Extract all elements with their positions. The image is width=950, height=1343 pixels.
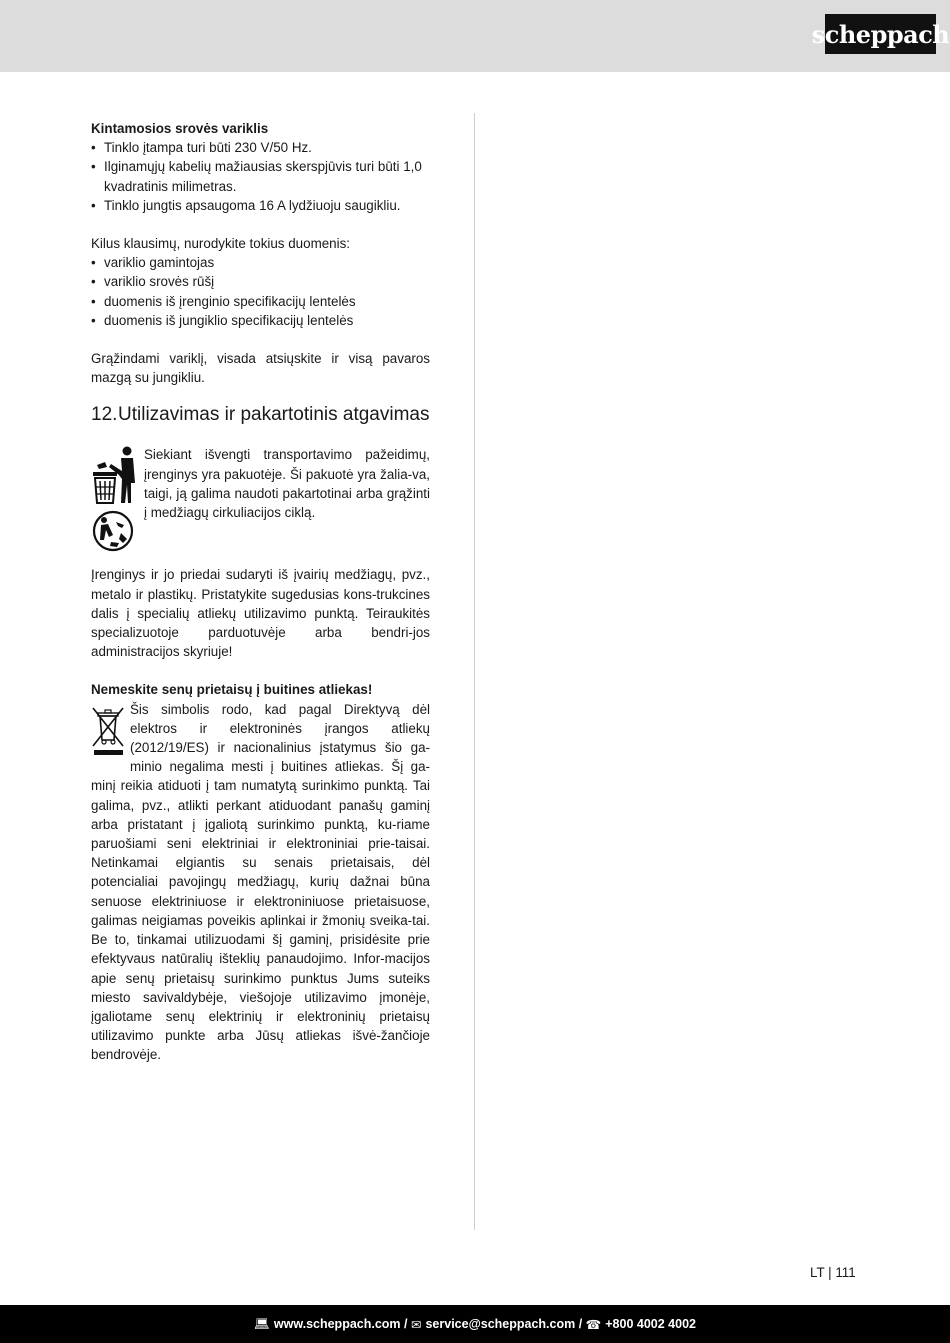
weee-line: elektros ir elektroninės įrangos atliekų [130,720,430,736]
page-language: LT [810,1265,825,1280]
motor-heading: Kintamosios srovės variklis [91,121,269,136]
weee-line: (2012/19/ES) ir nacionalinius įstatymus šio ga- [130,740,430,756]
questions-intro: Kilus klausimų, nurodykite tokius duomenis: [91,236,351,252]
packaging-text: Siekiant išvengti transportavimo pažeidimų, įrenginys yra pakuotėje. Ši pakuotė yra žalia-va, taigi, ją galima naudoti pakartotinai arba grąžinti į medžiagų cirkuliacijos ciklą. [144,447,430,521]
footer-phone[interactable]: +800 4002 4002 [605,1317,696,1331]
section-heading [91,405,430,425]
materials-text: Įrenginys ir jo priedai sudaryti iš įvairių medžiagų, pvz., metalo ir plastikų. Pristatykite sugedusias kons-trukcines dalis į specialių atliekų utilizavimo punktą. Teiraukitės specializuotoje parduotuvėje arba bendri-jos administracijos skyriuje! [91,567,430,660]
weee-heading: Nemeskite senų prietaisų į buitines atliekas! [91,682,373,698]
dispose-bin-icon [91,445,137,505]
left-column [91,119,430,1065]
list-item: • duomenis iš jungiklio specifikacijų lentelės [91,311,430,330]
footer-bar [0,1305,950,1343]
questions-list [91,253,430,330]
weee-line: minio negalima mesti į buitines atliekas. Šį ga- [130,759,430,775]
footer-email[interactable]: service@scheppach.com / [425,1317,583,1331]
page-separator: | [828,1265,832,1280]
page-number [810,1264,856,1282]
motor-spec-list [91,138,430,215]
mail-icon: ✉︎ [410,1317,422,1332]
weee-line: Šis simbolis rodo, kad pagal Direktyvą dėl [130,701,430,717]
packaging-block [91,445,430,555]
scheppach-logo: scheppach [825,14,936,54]
list-item: • variklio srovės rūšį [91,272,430,291]
page-number-value: 111 [835,1265,856,1280]
phone-icon: ☎︎ [585,1317,602,1332]
list-item: • variklio gamintojas [91,253,430,272]
weee-text: minį reikia atiduoti į tam numatytą surinkimo punktą. Tai galima, pvz., atlikti perkant atiduodant panašų gaminį arba pristatant į įgaliotą surinkimo punktą, ku-riame paruošiami seni elektriniai ir elektroniniai prie-taisai. Netinkamai elgiantis su senais prietaisais, dėl potencialiai pavojingų medžiagų, kurių dažnai būna senuose elektriniuose ir elektroniniuose prietaisuose, galimas neigiamas poveikis aplinkai ir žmonių sveika-tai. Be to, tinkamai utilizuodami šį gaminį, prisidėsite prie efektyvaus natūralių išteklių panaudojimo. Infor-macijos apie senų prietaisų surinkimo punktus Jums suteiks miesto savivaldybėje, viešojoje utilizavimo įmonėje, įgaliotame senų elektrinių ir elektroninių prietaisų utilizavimo punkte arba Jūsų atliekas išvė-žančioje bendrovėje. [91,778,430,1063]
recycle-icon [91,509,135,553]
list-item: • Tinklo įtampa turi būti 230 V/50 Hz. [91,138,430,157]
return-note: Grąžindami variklį, visada atsiųskite ir visą pavaros mazgą su jungikliu. [91,351,430,386]
section-number: 12. [91,404,118,426]
list-item: • Ilginamųjų kabelių mažiausias skerspjūvis turi būti 1,0 kvadratinis milimetras. [91,157,430,195]
computer-icon: 💻︎ [254,1316,270,1331]
crossed-out-bin-icon [91,706,125,756]
footer-website[interactable]: www.scheppach.com / [273,1317,408,1331]
list-item: • duomenis iš įrenginio specifikacijų lentelės [91,292,430,311]
list-item: • Tinklo jungtis apsaugoma 16 A lydžiuoju saugikliu. [91,196,430,215]
header-band [0,0,950,72]
weee-block [91,700,430,1065]
section-title: Utilizavimas ir pakartotinis atgavimas [118,404,430,426]
column-divider [474,113,475,1230]
